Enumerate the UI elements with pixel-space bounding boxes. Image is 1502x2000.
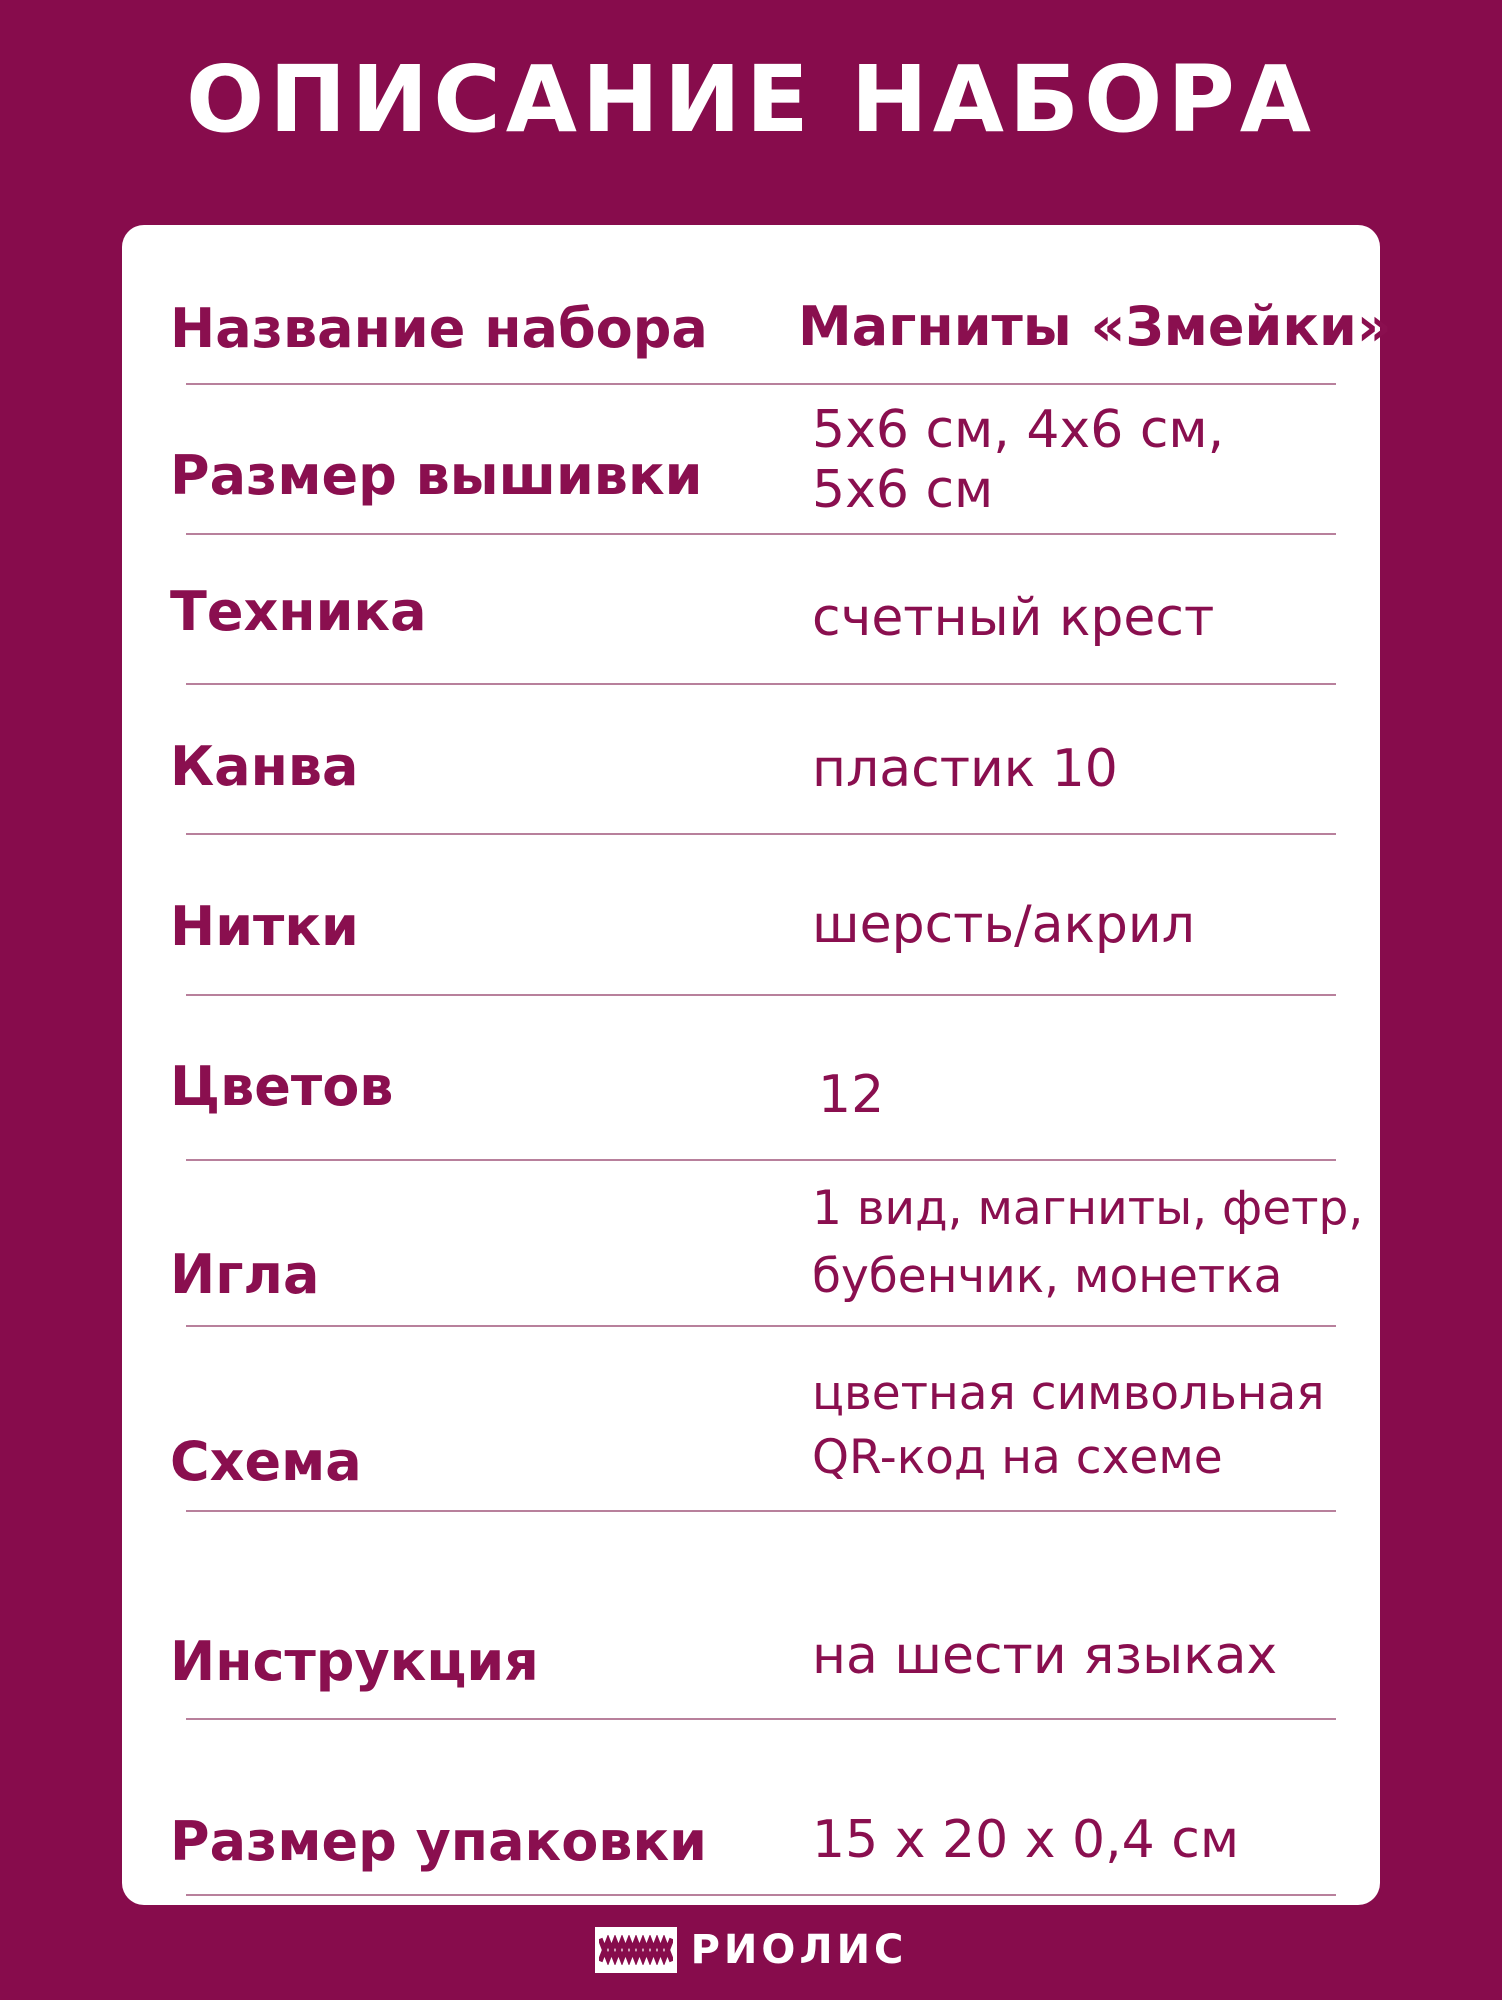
brand-name: РИОЛИС [690, 1927, 908, 1973]
row-value-line-1: 1 вид, магниты, фетр, [812, 1181, 1364, 1236]
row-label: Размер упаковки [170, 1810, 707, 1873]
row-value-line-1: цветная символьная [812, 1366, 1325, 1421]
row-label: Инструкция [170, 1630, 539, 1693]
row-value-line-2: бубенчик, монетка [812, 1249, 1283, 1304]
row-label: Техника [170, 580, 427, 643]
row-value: пластик 10 [812, 739, 1118, 799]
page-title: ОПИСАНИЕ НАБОРА [186, 46, 1316, 153]
row-divider [186, 683, 1336, 685]
row-value-line-2: QR-код на схеме [812, 1430, 1223, 1485]
row-divider [186, 1510, 1336, 1512]
footer [0, 1925, 1502, 1975]
row-label: Цветов [170, 1055, 394, 1118]
row-value-line-2: 5х6 см [812, 460, 994, 520]
row-divider [186, 383, 1336, 385]
row-label: Игла [170, 1243, 320, 1306]
row-divider [186, 1894, 1336, 1896]
row-divider [186, 533, 1336, 535]
row-value: счетный крест [812, 588, 1215, 648]
row-label: Схема [170, 1430, 362, 1493]
kit-description-card [122, 225, 1392, 1905]
row-label: Размер вышивки [170, 444, 703, 507]
row-value: 15 х 20 х 0,4 см [812, 1810, 1240, 1870]
row-divider [186, 1159, 1336, 1161]
row-value: шерсть/акрил [812, 895, 1195, 955]
row-value: на шести языках [812, 1626, 1278, 1686]
row-value: Магниты «Змейки» [798, 295, 1392, 358]
row-value-line-1: 5х6 см, 4х6 см, [812, 400, 1225, 460]
row-divider [186, 833, 1336, 835]
row-divider [186, 1718, 1336, 1720]
row-divider [186, 1325, 1336, 1327]
row-label: Название набора [170, 297, 708, 360]
row-label: Канва [170, 735, 359, 798]
row-label: Нитки [170, 895, 359, 958]
rope-pattern-logo-icon [595, 1927, 677, 1973]
row-value: 12 [818, 1065, 885, 1125]
row-divider [186, 994, 1336, 996]
